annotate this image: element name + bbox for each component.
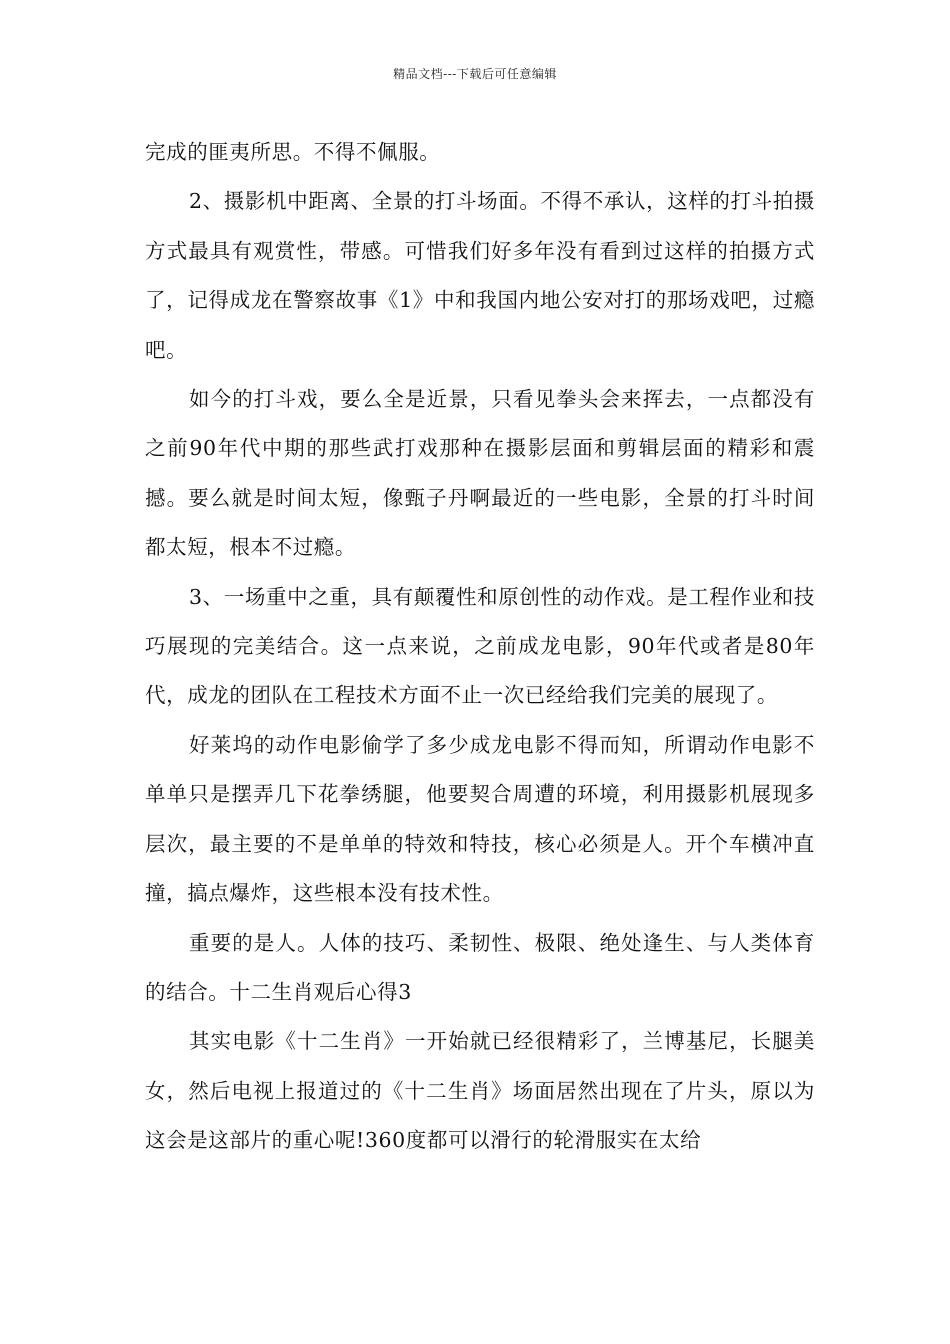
paragraph-3: 如今的打斗戏，要么全是近景，只看见拳头会来挥去，一点都没有之前90年代中期的那些武打戏那种在摄影层面和剪辑层面的精彩和震撼。要么就是时间太短，像甄子丹啊最近的一些电影，全景的打斗时间都太短，根本不过瘾。 xyxy=(145,387,815,560)
paragraph-6: 重要的是人。人体的技巧、柔韧性、极限、绝处逢生、与人类体育的结合。十二生肖观后心得3 xyxy=(145,930,815,1004)
paragraph-5: 好莱坞的动作电影偷学了多少成龙电影不得而知，所谓动作电影不单单只是摆弄几下花拳绣腿，他要契合周遭的环境，利用摄影机展现多层次，最主要的不是单单的特效和特技，核心必须是人。开个车横冲直撞，搞点爆炸，这些根本没有技术性。 xyxy=(145,732,815,906)
paragraph-1: 完成的匪夷所思。不得不佩服。 xyxy=(145,140,441,164)
page-header: 精品文档---下载后可任意编辑 xyxy=(393,67,557,81)
document-body xyxy=(145,128,815,1166)
paragraph-7: 其实电影《十二生肖》一开始就已经很精彩了，兰博基尼，长腿美女，然后电视上报道过的《十二生肖》场面居然出现在了片头，原以为这会是这部片的重心呢!360度都可以滑行的轮滑服实在太给 xyxy=(145,1029,815,1153)
paragraph-2: 2、摄影机中距离、全景的打斗场面。不得不承认，这样的打斗拍摄方式最具有观赏性，带感。可惜我们好多年没有看到过这样的拍摄方式了，记得成龙在警察故事《1》中和我国内地公安对打的那场戏吧，过瘾吧。 xyxy=(145,189,815,362)
paragraph-4: 3、一场重中之重，具有颠覆性和原创性的动作戏。是工程作业和技巧展现的完美结合。这一点来说，之前成龙电影，90年代或者是80年代，成龙的团队在工程技术方面不止一次已经给我们完美的展现了。 xyxy=(145,584,815,708)
